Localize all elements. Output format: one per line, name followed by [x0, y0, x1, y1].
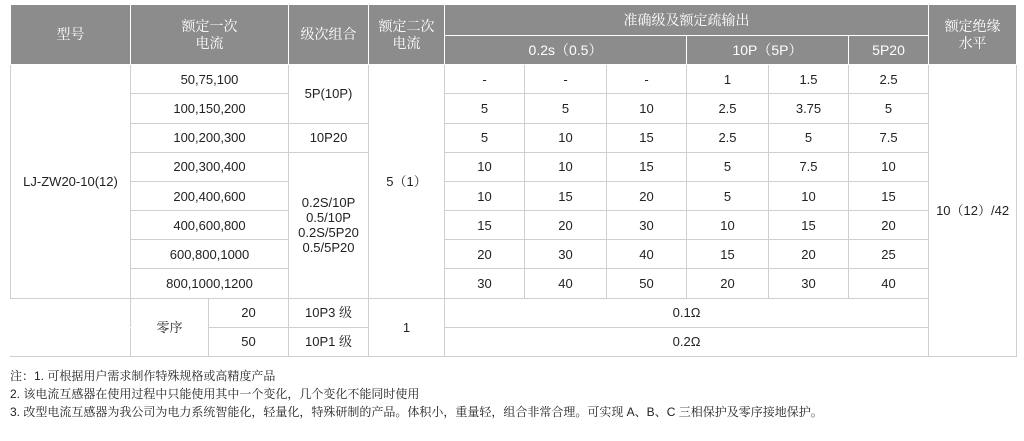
output-cell: 20: [687, 269, 769, 298]
header-model: 型号: [11, 5, 131, 65]
header-sub-02s: 0.2s（0.5）: [445, 36, 687, 65]
output-cell: 5: [525, 94, 607, 123]
output-cell: 20: [769, 240, 849, 269]
output-cell: 15: [687, 240, 769, 269]
combo-cell: 0.2S/10P 0.5/10P 0.2S/5P20 0.5/5P20: [289, 152, 369, 298]
output-cell: 15: [607, 123, 687, 152]
output-cell: 20: [525, 211, 607, 240]
table-row: [11, 123, 1017, 152]
output-cell: 1: [687, 65, 769, 94]
output-cell: 40: [525, 269, 607, 298]
header-rated-primary-current: 额定一次 电流: [131, 5, 289, 65]
output-cell: -: [607, 65, 687, 94]
empty-cell: [11, 327, 131, 356]
output-cell: 10: [687, 211, 769, 240]
output-cell: 20: [445, 240, 525, 269]
primary-current-cell: 400,600,800: [131, 211, 289, 240]
table-row: [11, 269, 1017, 298]
header-class-combination: 级次组合: [289, 5, 369, 65]
output-cell: 40: [849, 269, 929, 298]
zero-sequence-row: [11, 298, 1017, 327]
header-row-1: [11, 5, 1017, 36]
header-sub-10p: 10P（5P）: [687, 36, 849, 65]
output-cell: 10: [769, 181, 849, 210]
output-cell: 3.75: [769, 94, 849, 123]
specification-table: [10, 4, 1017, 357]
note-line: 3. 改型电流互感器为我公司为电力系统智能化，轻量化，特殊研制的产品。体积小，重量轻，组合非常合理。可实现 A、B、C 三相保护及零序接地保护。: [10, 405, 823, 419]
output-cell: -: [525, 65, 607, 94]
output-cell: 10: [607, 94, 687, 123]
combo-cell: 5P(10P): [289, 65, 369, 123]
table-row: [11, 181, 1017, 210]
output-cell: 15: [607, 152, 687, 181]
output-cell: 25: [849, 240, 929, 269]
note-line: 2. 该电流互感器在使用过程中只能使用其中一个变化，几个变化不能同时使用: [10, 387, 420, 401]
output-cell: 40: [607, 240, 687, 269]
output-cell: 10: [445, 181, 525, 210]
primary-current-cell: 200,300,400: [131, 152, 289, 181]
output-cell: 20: [607, 181, 687, 210]
primary-current-cell: 200,400,600: [131, 181, 289, 210]
table-row: [11, 152, 1017, 181]
output-cell: 5: [445, 123, 525, 152]
output-cell: 1.5: [769, 65, 849, 94]
output-cell: 10: [445, 152, 525, 181]
zero-sequence-current: 20: [209, 298, 289, 327]
zero-sequence-secondary: 1: [369, 298, 445, 356]
primary-current-cell: 100,200,300: [131, 123, 289, 152]
primary-current-cell: 100,150,200: [131, 94, 289, 123]
output-cell: 30: [445, 269, 525, 298]
header-rated-secondary-current: 额定二次 电流: [369, 5, 445, 65]
output-cell: 5: [445, 94, 525, 123]
output-cell: 50: [607, 269, 687, 298]
primary-current-cell: 600,800,1000: [131, 240, 289, 269]
output-cell: 5: [849, 94, 929, 123]
primary-current-cell: 800,1000,1200: [131, 269, 289, 298]
table-row: [11, 211, 1017, 240]
output-cell: 15: [769, 211, 849, 240]
primary-current-cell: 50,75,100: [131, 65, 289, 94]
output-cell: 5: [687, 152, 769, 181]
output-cell: 30: [769, 269, 849, 298]
output-cell: 7.5: [849, 123, 929, 152]
output-cell: 2.5: [849, 65, 929, 94]
header-rated-insulation-level: 额定绝缘 水平: [929, 5, 1017, 65]
output-cell: 2.5: [687, 123, 769, 152]
output-cell: 5: [769, 123, 849, 152]
secondary-current-cell: 5（1）: [369, 65, 445, 298]
empty-cell: [11, 298, 131, 327]
output-cell: -: [445, 65, 525, 94]
output-cell: 30: [607, 211, 687, 240]
output-cell: 20: [849, 211, 929, 240]
combo-cell: 10P20: [289, 123, 369, 152]
zero-sequence-current: 50: [209, 327, 289, 356]
output-cell: 30: [525, 240, 607, 269]
table-row: [11, 240, 1017, 269]
zero-sequence-output: 0.1Ω: [445, 298, 929, 327]
notes-section: [10, 367, 1016, 421]
table-row: [11, 94, 1017, 123]
model-cell: LJ-ZW20-10(12): [11, 65, 131, 298]
zero-sequence-combo: 10P1 级: [289, 327, 369, 356]
header-accuracy-output: 准确级及额定疏输出: [445, 5, 929, 36]
insulation-level-cell: 10（12）/42: [929, 65, 1017, 357]
output-cell: 2.5: [687, 94, 769, 123]
zero-sequence-output: 0.2Ω: [445, 327, 929, 356]
output-cell: 5: [687, 181, 769, 210]
zero-sequence-label: 零序: [131, 298, 209, 356]
output-cell: 15: [849, 181, 929, 210]
zero-sequence-combo: 10P3 级: [289, 298, 369, 327]
table-row: [11, 65, 1017, 94]
output-cell: 7.5: [769, 152, 849, 181]
output-cell: 15: [445, 211, 525, 240]
output-cell: 10: [849, 152, 929, 181]
output-cell: 10: [525, 152, 607, 181]
note-line: 注：1. 可根据用户需求制作特殊规格或高精度产品: [10, 369, 276, 383]
header-sub-5p20: 5P20: [849, 36, 929, 65]
output-cell: 15: [525, 181, 607, 210]
output-cell: 10: [525, 123, 607, 152]
